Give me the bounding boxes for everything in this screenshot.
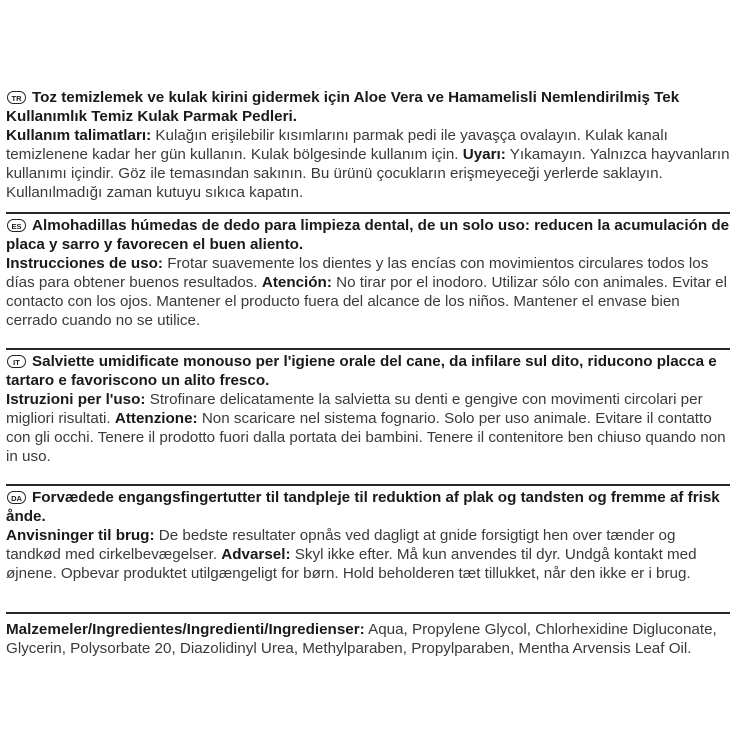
label-document xyxy=(6,86,730,658)
instructions-label: Kullanım talimatları: xyxy=(6,127,152,144)
warning-text: Yıkamayın. Yalnızca hayvanların kullanımı içindir. Göz ile temasından sakının. Bu ürünü çocukların erişmeyeceği yerlerde saklayın. Kullanılmadığı zaman kutuyu sıkıca kapatın. xyxy=(6,146,730,201)
section-spanish xyxy=(6,214,730,348)
language-badge-da: DA xyxy=(7,491,26,504)
warning-label: Atención: xyxy=(261,274,332,291)
ingredients-label: Malzemeler/Ingredientes/Ingredienti/Ingredienser: xyxy=(6,621,365,638)
section-danish xyxy=(6,486,730,612)
ingredients-block xyxy=(6,614,730,658)
language-badge-tr: TR xyxy=(7,91,26,104)
section-italian xyxy=(6,350,730,484)
instructions-text: Kulağın erişilebilir kısımlarını parmak pedi ile yavaşça ovalayın. Kulak kanalı temizlenene kadar her gün kullanın. Kulak bölgesinde kullanım için. xyxy=(6,127,668,163)
section-headline: Almohadillas húmedas de dedo para limpieza dental, de un solo uso: reducen la acumulación de placa y sarro y favorecen el buen aliento. xyxy=(6,217,730,253)
instructions-text: De bedste resultater opnås ved dagligt at gnide forsigtigt hen over tænder og tandkød med cirkelbevægelser. xyxy=(6,527,676,563)
ingredients-text: Aqua, Propylene Glycol, Chlorhexidine Digluconate, Glycerin, Polysorbate 20, Diazolidinyl Urea, Methylparaben, Propylparaben, Mentha Arvensis Leaf Oil. xyxy=(6,621,717,657)
instructions-text: Frotar suavemente los dientes y las encías con movimientos circulares todos los días para obtener buenos resultados. xyxy=(6,255,709,291)
warning-label: Attenzione: xyxy=(114,410,198,427)
section-headline: Salviette umidificate monouso per l'igiene orale del cane, da infilare sul dito, riducono placca e tartaro e favoriscono un alito fresco. xyxy=(6,353,717,389)
section-turkish xyxy=(6,86,730,212)
warning-label: Advarsel: xyxy=(221,546,291,563)
language-badge-it: IT xyxy=(7,355,26,368)
section-headline: Toz temizlemek ve kulak kirini gidermek için Aloe Vera ve Hamamelisli Nemlendirilmiş Tek Kullanımlık Temiz Kulak Parmak Pedleri. xyxy=(6,89,680,125)
instructions-label: Istruzioni per l'uso: xyxy=(6,391,146,408)
instructions-label: Anvisninger til brug: xyxy=(6,527,155,544)
warning-text: Non scaricare nel sistema fognario. Solo per uso animale. Evitare il contatto con gli occhi. Tenere il prodotto fuori dalla portata dei bambini. Tenere il contenitore ben chiuso quando non in uso. xyxy=(6,410,726,465)
language-badge-es: ES xyxy=(7,219,26,232)
instructions-label: Instrucciones de uso: xyxy=(6,255,163,272)
warning-text: No tirar por el inodoro. Utilizar sólo con animales. Evitar el contacto con los ojos. Mantener el producto fuera del alcance de los niños. Mantener el envase bien cerrado cuando no se utilice. xyxy=(6,274,727,329)
warning-text: Skyl ikke efter. Må kun anvendes til dyr. Undgå kontakt med øjnene. Opbevar produktet utilgængeligt for børn. Hold beholderen tæt tillukket, når den ikke er i brug. xyxy=(6,546,697,582)
section-headline: Forvædede engangsfingertutter til tandpleje til reduktion af plak og tandsten og fremme af frisk ånde. xyxy=(6,489,720,525)
warning-label: Uyarı: xyxy=(462,146,506,163)
instructions-text: Strofinare delicatamente la salvietta su denti e gengive con movimenti circolari per migliori risultati. xyxy=(6,391,703,427)
